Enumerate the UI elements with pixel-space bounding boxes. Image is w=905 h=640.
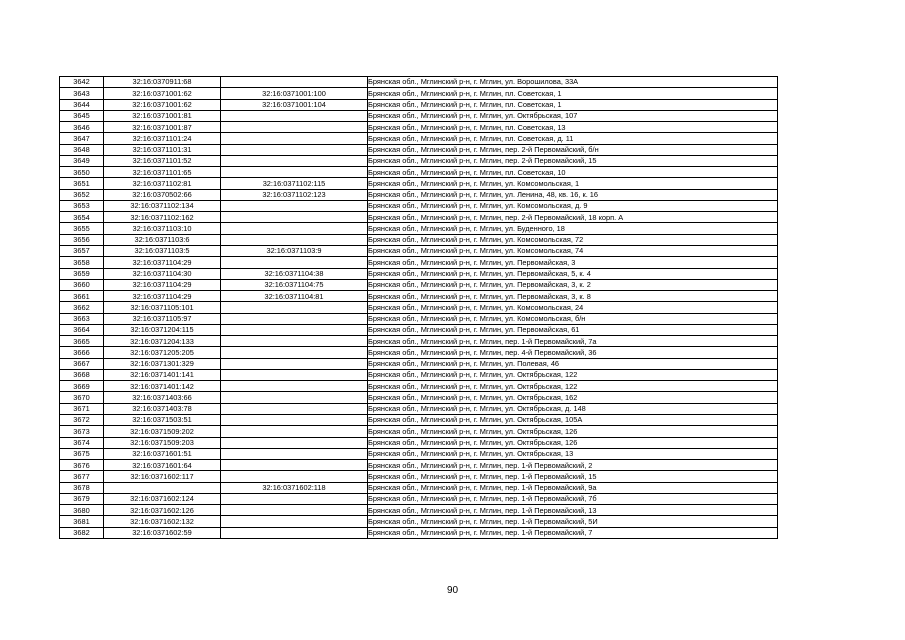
- cadastral-number-cell: 32:16:0371403:66: [104, 392, 221, 403]
- address-cell: Брянская обл., Мглинский р-н, г. Мглин, ул. Буденного, 18: [368, 223, 778, 234]
- table-row: [60, 279, 778, 290]
- table-row: [60, 155, 778, 166]
- table-row: [60, 88, 778, 99]
- address-cell: Брянская обл., Мглинский р-н, г. Мглин, ул. Первомайская, 3, к. 2: [368, 279, 778, 290]
- address-cell: Брянская обл., Мглинский р-н, г. Мглин, ул. Комсомольская, 24: [368, 302, 778, 313]
- sub-cadastral-number-cell: 32:16:0371104:38: [221, 268, 368, 279]
- table-row: [60, 471, 778, 482]
- cadastral-number-cell: 32:16:0371401:142: [104, 381, 221, 392]
- sub-cadastral-number-cell: 32:16:0371102:115: [221, 178, 368, 189]
- cadastral-number-cell: 32:16:0371103:6: [104, 234, 221, 245]
- sub-cadastral-number-cell: 32:16:0371001:104: [221, 99, 368, 110]
- cadastral-number-cell: 32:16:0371602:132: [104, 516, 221, 527]
- address-cell: Брянская обл., Мглинский р-н, г. Мглин, ул. Первомайская, 3, к. 8: [368, 291, 778, 302]
- address-cell: Брянская обл., Мглинский р-н, г. Мглин, ул. Ленина, 48, кв. 16, к. 16: [368, 189, 778, 200]
- row-number-cell: 3651: [60, 178, 104, 189]
- address-cell: Брянская обл., Мглинский р-н, г. Мглин, ул. Первомайская, 5, к. 4: [368, 268, 778, 279]
- cadastral-number-cell: 32:16:0371101:24: [104, 133, 221, 144]
- cadastral-number-cell: 32:16:0371601:64: [104, 460, 221, 471]
- address-cell: Брянская обл., Мглинский р-н, г. Мглин, пер. 1-й Первомайский, 5И: [368, 516, 778, 527]
- address-cell: Брянская обл., Мглинский р-н, г. Мглин, ул. Октябрьская, д. 148: [368, 403, 778, 414]
- sub-cadastral-number-cell: [221, 144, 368, 155]
- table-row: [60, 189, 778, 200]
- address-cell: Брянская обл., Мглинский р-н, г. Мглин, пер. 2-й Первомайский, 18 корп. А: [368, 212, 778, 223]
- sub-cadastral-number-cell: [221, 347, 368, 358]
- address-cell: Брянская обл., Мглинский р-н, г. Мглин, пер. 1-й Первомайский, 9а: [368, 482, 778, 493]
- cadastral-number-cell: 32:16:0371105:101: [104, 302, 221, 313]
- row-number-cell: 3665: [60, 336, 104, 347]
- sub-cadastral-number-cell: [221, 133, 368, 144]
- sub-cadastral-number-cell: [221, 122, 368, 133]
- table-row: [60, 460, 778, 471]
- table-row: [60, 223, 778, 234]
- row-number-cell: 3682: [60, 527, 104, 538]
- cadastral-number-cell: 32:16:0371104:29: [104, 291, 221, 302]
- cadastral-number-cell: 32:16:0371602:126: [104, 505, 221, 516]
- row-number-cell: 3661: [60, 291, 104, 302]
- address-cell: Брянская обл., Мглинский р-н, г. Мглин, пер. 1-й Первомайский, 13: [368, 505, 778, 516]
- cadastral-number-cell: 32:16:0370502:66: [104, 189, 221, 200]
- table-row: [60, 291, 778, 302]
- cadastral-number-cell: [104, 482, 221, 493]
- sub-cadastral-number-cell: [221, 527, 368, 538]
- row-number-cell: 3659: [60, 268, 104, 279]
- table-row: [60, 505, 778, 516]
- sub-cadastral-number-cell: 32:16:0371001:100: [221, 88, 368, 99]
- table-row: [60, 358, 778, 369]
- row-number-cell: 3677: [60, 471, 104, 482]
- row-number-cell: 3681: [60, 516, 104, 527]
- address-cell: Брянская обл., Мглинский р-н, г. Мглин, пл. Советская, 1: [368, 88, 778, 99]
- table-row: [60, 448, 778, 459]
- cadastral-number-cell: 32:16:0371509:203: [104, 437, 221, 448]
- row-number-cell: 3656: [60, 234, 104, 245]
- row-number-cell: 3642: [60, 77, 104, 88]
- row-number-cell: 3664: [60, 324, 104, 335]
- table-row: [60, 313, 778, 324]
- table-row: [60, 99, 778, 110]
- sub-cadastral-number-cell: [221, 426, 368, 437]
- page-number: 90: [446, 585, 459, 596]
- sub-cadastral-number-cell: [221, 155, 368, 166]
- cadastral-number-cell: 32:16:0371103:5: [104, 245, 221, 256]
- sub-cadastral-number-cell: [221, 324, 368, 335]
- cadastral-number-cell: 32:16:0371104:29: [104, 279, 221, 290]
- address-cell: Брянская обл., Мглинский р-н, г. Мглин, ул. Полевая, 46: [368, 358, 778, 369]
- table-row: [60, 516, 778, 527]
- table-row: [60, 426, 778, 437]
- sub-cadastral-number-cell: [221, 358, 368, 369]
- table-row: [60, 77, 778, 88]
- table-row: [60, 167, 778, 178]
- cadastral-number-cell: 32:16:0371509:202: [104, 426, 221, 437]
- sub-cadastral-number-cell: [221, 200, 368, 211]
- address-cell: Брянская обл., Мглинский р-н, г. Мглин, ул. Первомайская, 3: [368, 257, 778, 268]
- table-row: [60, 268, 778, 279]
- table-row: [60, 437, 778, 448]
- cadastral-number-cell: 32:16:0371601:51: [104, 448, 221, 459]
- row-number-cell: 3654: [60, 212, 104, 223]
- table-row: [60, 336, 778, 347]
- address-cell: Брянская обл., Мглинский р-н, г. Мглин, ул. Октябрьская, 105А: [368, 414, 778, 425]
- sub-cadastral-number-cell: [221, 336, 368, 347]
- sub-cadastral-number-cell: [221, 505, 368, 516]
- cadastral-number-cell: 32:16:0371104:29: [104, 257, 221, 268]
- cadastral-number-cell: 32:16:0371101:65: [104, 167, 221, 178]
- cadastral-number-cell: 32:16:0371301:329: [104, 358, 221, 369]
- sub-cadastral-number-cell: [221, 313, 368, 324]
- table-row: [60, 392, 778, 403]
- address-cell: Брянская обл., Мглинский р-н, г. Мглин, ул. Ворошилова, 33А: [368, 77, 778, 88]
- cadastral-number-cell: 32:16:0371602:124: [104, 493, 221, 504]
- table-row: [60, 527, 778, 538]
- cadastral-number-cell: 32:16:0371602:117: [104, 471, 221, 482]
- cadastral-number-cell: 32:16:0371102:134: [104, 200, 221, 211]
- address-cell: Брянская обл., Мглинский р-н, г. Мглин, пер. 2-й Первомайский, б/н: [368, 144, 778, 155]
- address-cell: Брянская обл., Мглинский р-н, г. Мглин, пер. 1-й Первомайский, 7а: [368, 336, 778, 347]
- sub-cadastral-number-cell: [221, 516, 368, 527]
- cadastral-number-cell: 32:16:0371205:205: [104, 347, 221, 358]
- sub-cadastral-number-cell: [221, 381, 368, 392]
- sub-cadastral-number-cell: [221, 302, 368, 313]
- row-number-cell: 3680: [60, 505, 104, 516]
- row-number-cell: 3648: [60, 144, 104, 155]
- row-number-cell: 3662: [60, 302, 104, 313]
- row-number-cell: 3674: [60, 437, 104, 448]
- cadastral-number-cell: 32:16:0371001:62: [104, 88, 221, 99]
- address-cell: Брянская обл., Мглинский р-н, г. Мглин, ул. Октябрьская, 162: [368, 392, 778, 403]
- cadastral-number-cell: 32:16:0371503:51: [104, 414, 221, 425]
- sub-cadastral-number-cell: [221, 414, 368, 425]
- address-cell: Брянская обл., Мглинский р-н, г. Мглин, ул. Октябрьская, 13: [368, 448, 778, 459]
- table-row: [60, 482, 778, 493]
- table-row: [60, 212, 778, 223]
- cadastral-number-cell: 32:16:0371101:31: [104, 144, 221, 155]
- table-row: [60, 381, 778, 392]
- table-row: [60, 110, 778, 121]
- row-number-cell: 3679: [60, 493, 104, 504]
- address-cell: Брянская обл., Мглинский р-н, г. Мглин, ул. Комсомольская, 72: [368, 234, 778, 245]
- sub-cadastral-number-cell: [221, 493, 368, 504]
- table-row: [60, 414, 778, 425]
- row-number-cell: 3644: [60, 99, 104, 110]
- sub-cadastral-number-cell: 32:16:0371103:9: [221, 245, 368, 256]
- address-cell: Брянская обл., Мглинский р-н, г. Мглин, ул. Октябрьская, 107: [368, 110, 778, 121]
- cadastral-number-cell: 32:16:0371602:59: [104, 527, 221, 538]
- table-row: [60, 122, 778, 133]
- address-cell: Брянская обл., Мглинский р-н, г. Мглин, пер. 4-й Первомайский, 36: [368, 347, 778, 358]
- row-number-cell: 3658: [60, 257, 104, 268]
- address-cell: Брянская обл., Мглинский р-н, г. Мглин, ул. Октябрьская, 122: [368, 369, 778, 380]
- row-number-cell: 3649: [60, 155, 104, 166]
- row-number-cell: 3671: [60, 403, 104, 414]
- address-cell: Брянская обл., Мглинский р-н, г. Мглин, ул. Комсомольская, д. 9: [368, 200, 778, 211]
- sub-cadastral-number-cell: [221, 403, 368, 414]
- sub-cadastral-number-cell: [221, 110, 368, 121]
- sub-cadastral-number-cell: [221, 234, 368, 245]
- sub-cadastral-number-cell: [221, 223, 368, 234]
- cadastral-number-cell: 32:16:0371204:115: [104, 324, 221, 335]
- address-cell: Брянская обл., Мглинский р-н, г. Мглин, пер. 2-й Первомайский, 15: [368, 155, 778, 166]
- sub-cadastral-number-cell: 32:16:0371104:75: [221, 279, 368, 290]
- row-number-cell: 3670: [60, 392, 104, 403]
- address-cell: Брянская обл., Мглинский р-н, г. Мглин, пл. Советская, 10: [368, 167, 778, 178]
- table-row: [60, 347, 778, 358]
- sub-cadastral-number-cell: [221, 437, 368, 448]
- cadastral-number-cell: 32:16:0371204:133: [104, 336, 221, 347]
- cadastral-number-cell: 32:16:0371101:52: [104, 155, 221, 166]
- table-row: [60, 257, 778, 268]
- cadastral-number-cell: 32:16:0371105:97: [104, 313, 221, 324]
- cadastral-number-cell: 32:16:0371102:81: [104, 178, 221, 189]
- table-row: [60, 369, 778, 380]
- address-cell: Брянская обл., Мглинский р-н, г. Мглин, пер. 1-й Первомайский, 7: [368, 527, 778, 538]
- sub-cadastral-number-cell: [221, 448, 368, 459]
- cadastral-number-cell: 32:16:0371001:62: [104, 99, 221, 110]
- row-number-cell: 3672: [60, 414, 104, 425]
- registry-table-body: [60, 77, 778, 539]
- row-number-cell: 3673: [60, 426, 104, 437]
- table-row: [60, 133, 778, 144]
- table-row: [60, 178, 778, 189]
- row-number-cell: 3663: [60, 313, 104, 324]
- address-cell: Брянская обл., Мглинский р-н, г. Мглин, ул. Первомайская, 61: [368, 324, 778, 335]
- row-number-cell: 3667: [60, 358, 104, 369]
- registry-table: [59, 76, 778, 539]
- address-cell: Брянская обл., Мглинский р-н, г. Мглин, пл. Советская, д. 11: [368, 133, 778, 144]
- table-row: [60, 245, 778, 256]
- address-cell: Брянская обл., Мглинский р-н, г. Мглин, пл. Советская, 13: [368, 122, 778, 133]
- address-cell: Брянская обл., Мглинский р-н, г. Мглин, пер. 1-й Первомайский, 2: [368, 460, 778, 471]
- row-number-cell: 3676: [60, 460, 104, 471]
- row-number-cell: 3660: [60, 279, 104, 290]
- row-number-cell: 3646: [60, 122, 104, 133]
- row-number-cell: 3657: [60, 245, 104, 256]
- cadastral-number-cell: 32:16:0371104:30: [104, 268, 221, 279]
- row-number-cell: 3650: [60, 167, 104, 178]
- table-row: [60, 403, 778, 414]
- sub-cadastral-number-cell: [221, 460, 368, 471]
- sub-cadastral-number-cell: [221, 212, 368, 223]
- cadastral-number-cell: 32:16:0371001:81: [104, 110, 221, 121]
- address-cell: Брянская обл., Мглинский р-н, г. Мглин, пер. 1-й Первомайский, 7б: [368, 493, 778, 504]
- address-cell: Брянская обл., Мглинский р-н, г. Мглин, ул. Комсомольская, б/н: [368, 313, 778, 324]
- table-row: [60, 302, 778, 313]
- address-cell: Брянская обл., Мглинский р-н, г. Мглин, ул. Комсомольская, 1: [368, 178, 778, 189]
- sub-cadastral-number-cell: [221, 167, 368, 178]
- table-row: [60, 493, 778, 504]
- address-cell: Брянская обл., Мглинский р-н, г. Мглин, ул. Комсомольская, 74: [368, 245, 778, 256]
- cadastral-number-cell: 32:16:0370911:68: [104, 77, 221, 88]
- cadastral-number-cell: 32:16:0371102:162: [104, 212, 221, 223]
- row-number-cell: 3647: [60, 133, 104, 144]
- row-number-cell: 3645: [60, 110, 104, 121]
- sub-cadastral-number-cell: [221, 77, 368, 88]
- sub-cadastral-number-cell: [221, 369, 368, 380]
- cadastral-number-cell: 32:16:0371103:10: [104, 223, 221, 234]
- row-number-cell: 3655: [60, 223, 104, 234]
- address-cell: Брянская обл., Мглинский р-н, г. Мглин, ул. Октябрьская, 126: [368, 437, 778, 448]
- table-row: [60, 144, 778, 155]
- sub-cadastral-number-cell: 32:16:0371102:123: [221, 189, 368, 200]
- row-number-cell: 3675: [60, 448, 104, 459]
- cadastral-number-cell: 32:16:0371401:141: [104, 369, 221, 380]
- table-row: [60, 324, 778, 335]
- row-number-cell: 3678: [60, 482, 104, 493]
- cadastral-number-cell: 32:16:0371403:78: [104, 403, 221, 414]
- row-number-cell: 3668: [60, 369, 104, 380]
- address-cell: Брянская обл., Мглинский р-н, г. Мглин, пл. Советская, 1: [368, 99, 778, 110]
- table-row: [60, 200, 778, 211]
- address-cell: Брянская обл., Мглинский р-н, г. Мглин, ул. Октябрьская, 126: [368, 426, 778, 437]
- sub-cadastral-number-cell: 32:16:0371602:118: [221, 482, 368, 493]
- row-number-cell: 3653: [60, 200, 104, 211]
- row-number-cell: 3643: [60, 88, 104, 99]
- sub-cadastral-number-cell: [221, 392, 368, 403]
- address-cell: Брянская обл., Мглинский р-н, г. Мглин, ул. Октябрьская, 122: [368, 381, 778, 392]
- row-number-cell: 3669: [60, 381, 104, 392]
- sub-cadastral-number-cell: [221, 471, 368, 482]
- address-cell: Брянская обл., Мглинский р-н, г. Мглин, пер. 1-й Первомайский, 15: [368, 471, 778, 482]
- table-row: [60, 234, 778, 245]
- row-number-cell: 3666: [60, 347, 104, 358]
- row-number-cell: 3652: [60, 189, 104, 200]
- sub-cadastral-number-cell: [221, 257, 368, 268]
- cadastral-number-cell: 32:16:0371001:87: [104, 122, 221, 133]
- sub-cadastral-number-cell: 32:16:0371104:81: [221, 291, 368, 302]
